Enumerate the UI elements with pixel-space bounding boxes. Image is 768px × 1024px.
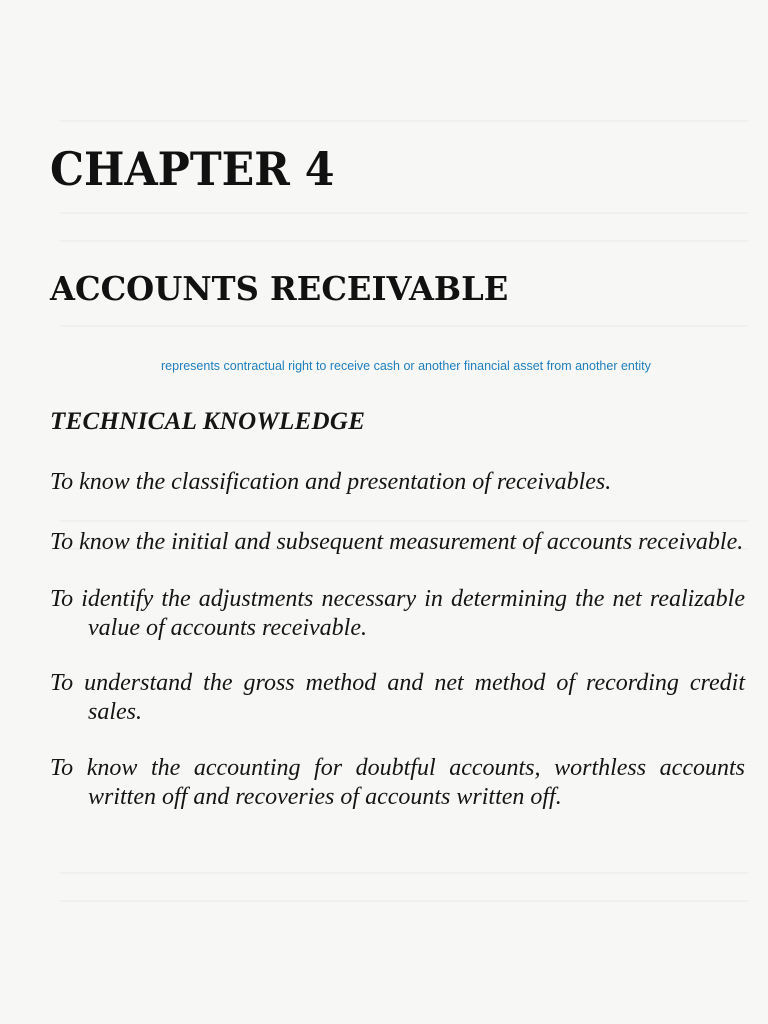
section-title: ACCOUNTS RECEIVABLE [50,269,509,308]
objective-item: To understand the gross method and net method of recording credit sales. [50,670,745,725]
bleed-through-line [60,240,748,242]
chapter-title: CHAPTER 4 [50,142,335,196]
bleed-through-line [60,900,748,902]
bleed-through-line [60,872,748,874]
objective-item: To identify the adjustments necessary in determining the net realizable value of accounts receivable. [50,586,745,641]
learning-objectives-list [50,468,745,839]
handwritten-annotation: represents contractual right to receive cash or another financial asset from another entity [161,359,651,373]
objective-item: To know the classification and presentation of receivables. [50,469,612,495]
technical-knowledge-heading: TECHNICAL KNOWLEDGE [50,408,366,435]
objective-item: To know the initial and subsequent measurement of accounts receivable. [50,529,744,555]
bleed-through-line [60,120,748,122]
bleed-through-line [60,212,748,214]
bleed-through-line [60,325,748,327]
objective-item: To know the accounting for doubtful accounts, worthless accounts written off and recoveries of accounts written off. [50,755,745,810]
